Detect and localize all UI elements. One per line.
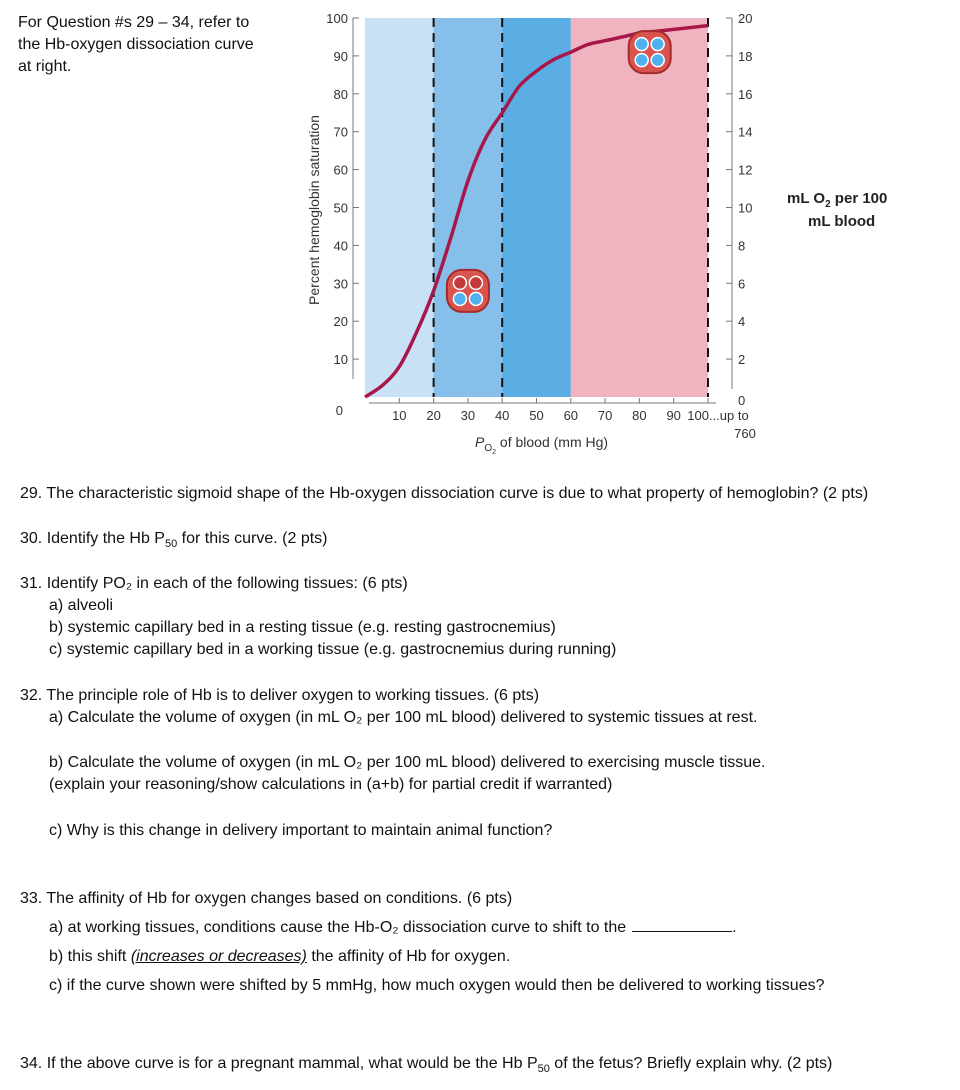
x-tick-label-extra: 760 xyxy=(734,426,756,441)
y-tick-label: 70 xyxy=(333,124,348,140)
y-tick-label: 50 xyxy=(333,200,348,216)
right-tick-label: 20 xyxy=(738,11,753,26)
heme-group xyxy=(453,292,466,305)
heme-group xyxy=(469,276,482,289)
x-tick-label: 80 xyxy=(632,408,647,423)
x-tick-label: 30 xyxy=(460,408,476,423)
right-label-sub: 2 xyxy=(825,199,831,210)
q32-b2: (explain your reasoning/show calculations in (a+b) for partial credit if warranted) xyxy=(49,776,613,793)
answer-blank[interactable] xyxy=(632,917,732,932)
right-axis-label-1 xyxy=(787,190,887,210)
q32-c: c) Why is this change in delivery important to maintain animal function? xyxy=(49,822,553,839)
q31-title: 31. Identify PO₂ in each of the following tissues: (6 pts) xyxy=(20,575,408,592)
q34-sub: 50 xyxy=(537,1063,550,1076)
right-tick-label: 6 xyxy=(738,276,746,292)
q34-text-a: 34. If the above curve is for a pregnant mammal, what would be the Hb P xyxy=(20,1055,538,1072)
x-tick-label: 20 xyxy=(426,408,441,423)
y-tick-label: 40 xyxy=(333,238,348,254)
q32-a: a) Calculate the volume of oxygen (in mL O₂ per 100 mL blood) delivered to systemic tissues at rest. xyxy=(49,709,758,726)
right-tick-label: 10 xyxy=(738,200,753,216)
q31-b: b) systemic capillary bed in a resting tissue (e.g. resting gastrocnemius) xyxy=(49,619,556,636)
intro-line: the Hb-oxygen dissociation curve xyxy=(18,36,254,53)
x-tick-label: 100...up to xyxy=(687,408,749,423)
question-31 xyxy=(20,573,616,661)
right-tick-label: 2 xyxy=(738,352,746,368)
question-32b xyxy=(20,752,765,796)
intro-line: at right. xyxy=(18,58,72,75)
q33-c: c) if the curve shown were shifted by 5 mmHg, how much oxygen would then be delivered to working tissues? xyxy=(49,977,825,994)
red-blood-cell-icon xyxy=(629,31,671,73)
intro-text xyxy=(18,12,288,78)
region-blue xyxy=(502,18,571,397)
region-mid-blue xyxy=(434,18,503,397)
q33-b xyxy=(20,946,825,968)
q34-text-b: of the fetus? Briefly explain why. (2 pts) xyxy=(549,1055,833,1072)
right-tick-label: 4 xyxy=(738,314,746,330)
x-axis-label xyxy=(475,434,608,456)
chart-regions xyxy=(365,18,708,397)
x-tick-label: 50 xyxy=(529,408,544,423)
q30-sub: 50 xyxy=(164,538,178,551)
hb-dissociation-chart xyxy=(290,0,930,470)
y-tick-label: 60 xyxy=(333,162,348,178)
x-tick-label: 40 xyxy=(494,408,510,423)
heme-group xyxy=(453,276,466,289)
heme-group xyxy=(469,292,482,305)
right-label-a: mL O xyxy=(787,190,826,207)
y-tick-label: 90 xyxy=(333,48,348,64)
x-tick-label: 70 xyxy=(597,408,613,423)
x-label-suffix: of blood (mm Hg) xyxy=(496,434,609,450)
q32-b1: b) Calculate the volume of oxygen (in mL O₂ per 100 mL blood) delivered to exercising muscle tissue. xyxy=(49,754,766,771)
red-blood-cell-icon xyxy=(447,270,489,312)
region-pink xyxy=(571,18,708,397)
question-33 xyxy=(20,888,825,997)
x-label-sub2: 2 xyxy=(492,449,497,456)
question-32 xyxy=(20,685,757,729)
right-tick-label: 0 xyxy=(738,393,746,408)
x-tick-label: 90 xyxy=(666,408,681,423)
rbc-body xyxy=(629,31,671,73)
x-label-prefix: P xyxy=(475,434,485,450)
q31-c: c) systemic capillary bed in a working tissue (e.g. gastrocnemius during running) xyxy=(49,641,617,658)
right-tick-label: 16 xyxy=(738,86,753,102)
x-label-sub: O xyxy=(484,443,493,454)
q33-a-text: a) at working tissues, conditions cause the Hb-O₂ dissociation curve to shift to the xyxy=(49,919,627,936)
question-29: 29. The characteristic sigmoid shape of the Hb-oxygen dissociation curve is due to what property of hemoglobin? (2 pts) xyxy=(20,485,869,502)
y-axis-label: Percent hemoglobin saturation xyxy=(306,115,322,305)
y-tick-label: 30 xyxy=(333,276,348,292)
question-32c xyxy=(20,820,552,842)
right-tick-label: 14 xyxy=(738,124,753,140)
question-34 xyxy=(20,1053,832,1080)
y-tick-label: 20 xyxy=(333,314,348,330)
right-tick-label: 12 xyxy=(738,162,753,178)
heme-group xyxy=(651,54,664,67)
question-30 xyxy=(20,528,328,555)
right-label-b: per 100 xyxy=(830,190,888,207)
heme-group xyxy=(651,38,664,51)
q30-text-b: for this curve. (2 pts) xyxy=(177,530,328,547)
q33-a xyxy=(20,917,825,939)
q33-b-post: the affinity of Hb for oxygen. xyxy=(306,948,511,965)
q33-b-pre: b) this shift xyxy=(49,948,131,965)
right-tick-label: 8 xyxy=(738,238,746,254)
right-tick-label: 18 xyxy=(738,48,753,64)
y-tick-label: 80 xyxy=(333,86,348,102)
x-tick-label: 60 xyxy=(563,408,579,423)
q30-text-a: 30. Identify the Hb P xyxy=(20,530,165,547)
q33-b-options: (increases or decreases) xyxy=(130,948,307,965)
rbc-body xyxy=(447,270,489,312)
q32-title: 32. The principle role of Hb is to deliver oxygen to working tissues. (6 pts) xyxy=(20,687,540,704)
heme-group xyxy=(635,54,648,67)
intro-line: For Question #s 29 – 34, refer to xyxy=(18,14,250,31)
q33-a-end: . xyxy=(732,919,737,936)
heme-group xyxy=(635,38,648,51)
y-tick-label: 100 xyxy=(326,11,348,26)
region-light-blue xyxy=(365,18,434,397)
q31-a: a) alveoli xyxy=(49,597,114,614)
x-tick-label: 10 xyxy=(392,408,407,423)
y-tick-label: 10 xyxy=(333,352,348,368)
q33-title: 33. The affinity of Hb for oxygen changes based on conditions. (6 pts) xyxy=(20,890,513,907)
right-axis-label-2: mL blood xyxy=(808,213,876,230)
y-tick-label: 0 xyxy=(335,403,343,418)
